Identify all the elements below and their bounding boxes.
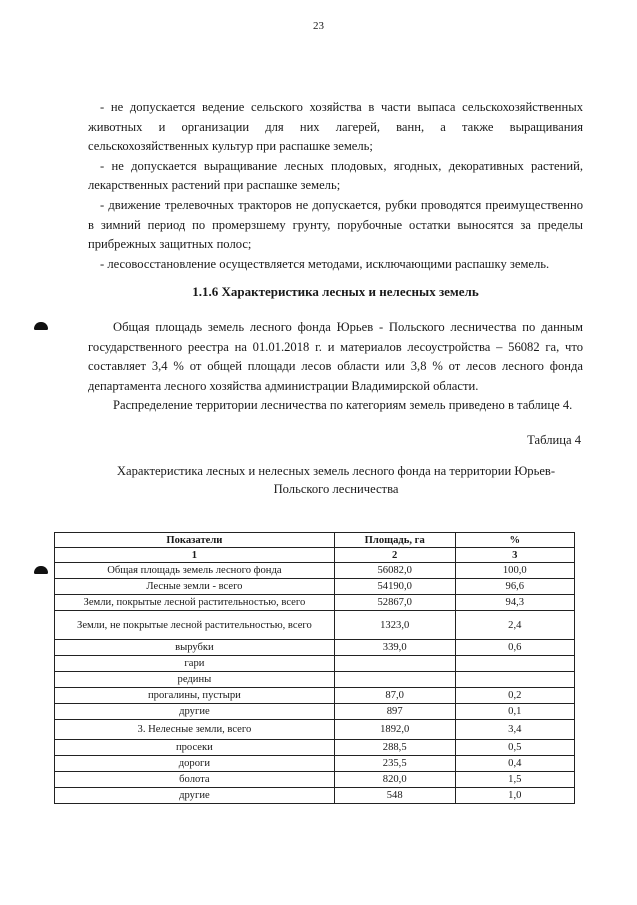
percent-value: 0,4 bbox=[455, 756, 574, 772]
row-label: вырубки bbox=[55, 640, 335, 656]
percent-value: 1,0 bbox=[455, 788, 574, 804]
header-cell: Показатели bbox=[55, 533, 335, 548]
row-label: Общая площадь земель лесного фонда bbox=[55, 563, 335, 579]
paragraph: Распределение территории лесничества по категориям земель приведено в таблице 4. bbox=[113, 398, 573, 413]
table-row bbox=[55, 772, 575, 788]
table-row bbox=[55, 656, 575, 672]
row-label: другие bbox=[55, 704, 335, 720]
table-row bbox=[55, 595, 575, 611]
area-value bbox=[334, 672, 455, 688]
header-cell: Площадь, га bbox=[334, 533, 455, 548]
table-row bbox=[55, 579, 575, 595]
row-label: Лесные земли - всего bbox=[55, 579, 335, 595]
column-number-row bbox=[55, 548, 575, 563]
section-heading: 1.1.6 Характеристика лесных и нелесных земель bbox=[192, 284, 479, 299]
paragraph: - не допускается выращивание лесных плодовых, ягодных, декоративных растений, лекарственных растений при распашке земель; bbox=[88, 158, 583, 193]
paragraph: Общая площадь земель лесного фонда Юрьев - Польского лесничества по данным государственного реестра на 01.01.2018 г. и материалов лесоустройства – 56082 га, что составляет 3,4 % от общей площади лесов области или 3,8 % от лесов лесного фонда департамента лесного хозяйства администрации Владимирской области. bbox=[88, 320, 583, 393]
paragraph: - не допускается ведение сельского хозяйства в части выпаса сельскохозяйственных животных и организации для них лагерей, ванн, а также выращивания сельскохозяйственных культур при распашке земель; bbox=[88, 100, 583, 154]
table-row bbox=[55, 640, 575, 656]
percent-value bbox=[455, 672, 574, 688]
area-value: 56082,0 bbox=[334, 563, 455, 579]
table-row bbox=[55, 740, 575, 756]
area-value: 52867,0 bbox=[334, 595, 455, 611]
row-label: дороги bbox=[55, 756, 335, 772]
table-row bbox=[55, 756, 575, 772]
table-row bbox=[55, 704, 575, 720]
row-label: 3. Нелесные земли, всего bbox=[55, 720, 335, 740]
row-label: редины bbox=[55, 672, 335, 688]
area-value: 548 bbox=[334, 788, 455, 804]
table-row bbox=[55, 720, 575, 740]
percent-value: 0,5 bbox=[455, 740, 574, 756]
row-label: Земли, не покрытые лесной растительностью, всего bbox=[55, 611, 335, 640]
percent-value: 100,0 bbox=[455, 563, 574, 579]
percent-value: 0,2 bbox=[455, 688, 574, 704]
column-number: 2 bbox=[334, 548, 455, 563]
row-label: другие bbox=[55, 788, 335, 804]
row-label: прогалины, пустыри bbox=[55, 688, 335, 704]
percent-value: 1,5 bbox=[455, 772, 574, 788]
area-value: 339,0 bbox=[334, 640, 455, 656]
column-number: 1 bbox=[55, 548, 335, 563]
section-body bbox=[88, 318, 583, 416]
column-number: 3 bbox=[455, 548, 574, 563]
row-label: болота bbox=[55, 772, 335, 788]
area-value: 288,5 bbox=[334, 740, 455, 756]
row-label: просеки bbox=[55, 740, 335, 756]
row-label: Земли, покрытые лесной растительностью, всего bbox=[55, 595, 335, 611]
area-value: 87,0 bbox=[334, 688, 455, 704]
margin-mark bbox=[34, 566, 48, 574]
percent-value: 96,6 bbox=[455, 579, 574, 595]
percent-value: 0,1 bbox=[455, 704, 574, 720]
header-cell: % bbox=[455, 533, 574, 548]
table-label: Таблица 4 bbox=[527, 433, 581, 447]
table-row bbox=[55, 611, 575, 640]
percent-value: 94,3 bbox=[455, 595, 574, 611]
area-value: 235,5 bbox=[334, 756, 455, 772]
restrictions-list bbox=[88, 98, 583, 274]
percent-value bbox=[455, 656, 574, 672]
area-value: 1323,0 bbox=[334, 611, 455, 640]
row-label: гари bbox=[55, 656, 335, 672]
table-row bbox=[55, 563, 575, 579]
table-row bbox=[55, 672, 575, 688]
table-row bbox=[55, 688, 575, 704]
paragraph: - движение трелевочных тракторов не допускается, рубки проводятся преимущественно в зимний период по промерзшему грунту, порубочные остатки выносятся за пределы прибрежных защитных полос; bbox=[88, 197, 583, 252]
percent-value: 3,4 bbox=[455, 720, 574, 740]
margin-mark bbox=[34, 322, 48, 330]
paragraph: - лесовосстановление осуществляется методами, исключающими распашку земель. bbox=[100, 256, 550, 271]
table-header-row bbox=[55, 533, 575, 548]
percent-value: 2,4 bbox=[455, 611, 574, 640]
table-caption: Характеристика лесных и нелесных земель лесного фонда на территории Юрьев-Польского лесничества bbox=[116, 464, 556, 496]
area-value: 897 bbox=[334, 704, 455, 720]
table-row bbox=[55, 788, 575, 804]
area-value bbox=[334, 656, 455, 672]
page-number: 23 bbox=[313, 20, 324, 32]
area-value: 820,0 bbox=[334, 772, 455, 788]
area-value: 1892,0 bbox=[334, 720, 455, 740]
percent-value: 0,6 bbox=[455, 640, 574, 656]
area-value: 54190,0 bbox=[334, 579, 455, 595]
land-categories-table bbox=[54, 532, 575, 804]
